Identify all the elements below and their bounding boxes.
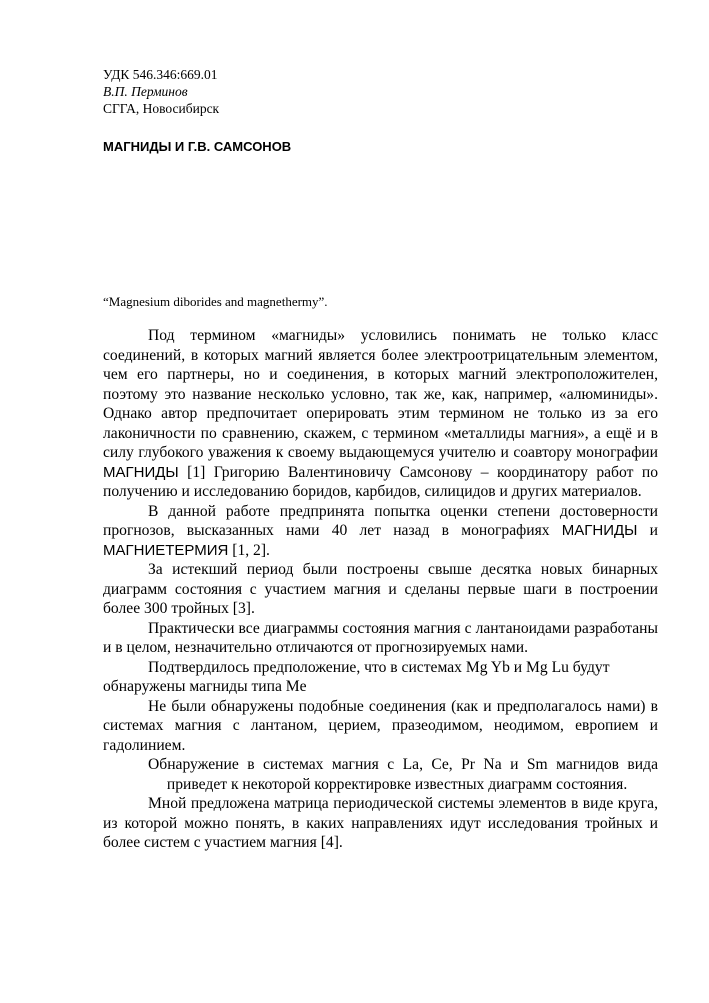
author-name: В.П. Перминов <box>103 84 188 99</box>
paragraph-4: Практически все диаграммы состояния магния с лантаноидами разработаны и в целом, незначительно отличаются от прогнозируемых нами. <box>103 619 658 656</box>
paragraph-6: Не были обнаружены подобные соединения (как и предполагалось нами) в системах магния с лантаном, церием, празеодимом, неодимом, европием и гадолинием. <box>103 697 658 754</box>
paragraph-7: Обнаружение в системах магния с La, Ce, Pr Na и Sm магнидов вида приведет к некоторой корректировке известных диаграмм состояния. <box>148 756 658 793</box>
affiliation: СГГА, Новосибирск <box>103 101 220 116</box>
english-title: “Magnesium diborides and magnethermy”. <box>103 294 328 309</box>
paragraph-2: В данной работе предпринята попытка оценки степени достоверности прогнозов, высказанных нами 40 лет назад в монографиях МАГНИДЫ и МАГНИЕТЕРМИЯ [1, 2]. <box>103 502 658 559</box>
paragraph-3: За истекший период были построены свыше десятка новых бинарных диаграмм состояния с участием магния и сделаны первые шаги в построении более 300 тройных [3]. <box>103 561 658 617</box>
monograph-title: МАГНИДЫ <box>103 463 179 481</box>
paragraph-5: Подтвердилось предположение, что в системах Mg Yb и Mg Lu будут обнаружены магниды типа Me <box>103 658 610 695</box>
monograph-title: МАГНИЕТЕРМИЯ <box>103 541 229 559</box>
article-title: МАГНИДЫ И Г.В. САМСОНОВ <box>103 139 292 154</box>
monograph-title: МАГНИДЫ <box>561 522 638 539</box>
paragraph-1: Под термином «магниды» условились понимать не только класс соединений, в которых магний является более электроотрицательным элементом, чем его партнеры, но и соединения, в которых магний электроположителен, поэтому это название несколько условно, так же, как, например, «алюминиды». Однако автор предпочитает оперировать этим термином не только из за его лаконичности по сравнению, скажем, с термином «металлиды магния», а ещё и в силу глубокого уважения к своему выдающемуся учителю и соавтору монографии МАГНИДЫ [1] Григорию Валентиновичу Самсонову – координатору работ по получению и исследованию боридов, карбидов, силицидов и других материалов. <box>103 327 658 500</box>
article-body <box>103 326 658 853</box>
paragraph-8: Мной предложена матрица периодической системы элементов в виде круга, из которой можно понять, в каких направлениях идут исследования тройных и более систем с участием магния [4]. <box>103 795 658 851</box>
udk-code: УДК 546.346:669.01 <box>103 67 218 82</box>
